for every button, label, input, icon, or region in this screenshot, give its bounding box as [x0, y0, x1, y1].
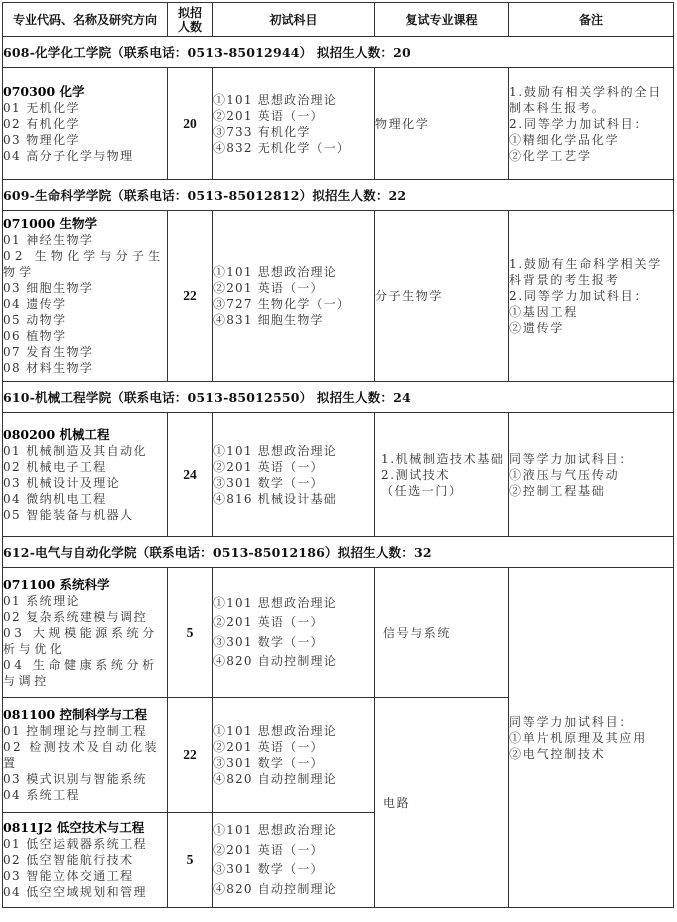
direction: 02 生物化学与分子生物学 [3, 249, 165, 279]
direction: 02 低空智能航行技术 [3, 853, 134, 867]
direction: 01 无机化学 [3, 100, 80, 115]
direction: 03 细胞生物学 [3, 281, 94, 295]
section-title: 609-生命科学学院（联系电话：0513-85012812）拟招生人数：22 [3, 180, 674, 211]
direction: 04 系统工程 [3, 788, 80, 802]
major-code-name: 081100 控制科学与工程 [3, 707, 148, 722]
direction: 01 机械制造及其自动化 [3, 443, 147, 458]
direction: 04 微纳机电工程 [3, 491, 107, 506]
enrollment-count: 20 [168, 68, 213, 180]
notes-shared: 同等学力加试科目： ①单片机原理及其应用 ②电气控制技术 [509, 568, 674, 908]
retest-courses: 1.机械制造技术基础 2.测试技术 （任选一门） [375, 413, 509, 537]
major-row-080200 [3, 413, 674, 537]
major-cell [3, 568, 168, 698]
exam-subjects: ①101 思想政治理论 ②201 英语（一） ③301 数学（一） ④820 自动控制理论 [213, 568, 375, 698]
retest-courses: 电路 [375, 698, 509, 908]
major-cell [3, 813, 168, 908]
header-retest: 复试专业课程 [375, 3, 509, 37]
section-title: 608-化学化工学院（联系电话：0513-85012944） 拟招生人数：20 [3, 37, 674, 68]
enrollment-count: 5 [168, 813, 213, 908]
section-row-608 [3, 37, 674, 68]
direction: 03 机械设计及理论 [3, 475, 121, 490]
direction: 01 系统理论 [3, 593, 80, 608]
retest-courses: 物理化学 [375, 68, 509, 180]
major-code-name: 070300 化学 [3, 83, 85, 99]
header-major: 专业代码、名称及研究方向 [3, 3, 168, 37]
direction: 03 物理化学 [3, 132, 80, 147]
direction: 03 模式识别与智能系统 [3, 772, 147, 786]
direction: 05 智能装备与机器人 [3, 507, 134, 522]
major-cell [3, 698, 168, 813]
notes: 1.鼓励有生命科学相关学 科背景的考生报考 2.同等学力加试科目： ①基因工程 ②遗传学 [509, 211, 674, 382]
header-row [3, 3, 674, 37]
direction: 02 机械电子工程 [3, 459, 107, 474]
direction: 01 神经生物学 [3, 233, 94, 247]
header-count: 拟招 人数 [168, 3, 213, 37]
direction: 04 生命健康系统分析与调控 [3, 657, 158, 688]
exam-subjects: ①101 思想政治理论 ②201 英语（一） ③301 数学（一） ④816 机械设计基础 [213, 413, 375, 537]
notes: 1.鼓励有相关学科的全日 制本科生报考。 2.同等学力加试科目： ①精细化学品化学 ②化学工艺学 [509, 68, 674, 180]
major-cell [3, 211, 168, 382]
major-code-name: 071000 生物学 [3, 216, 98, 231]
enrollment-count: 22 [168, 211, 213, 382]
exam-subjects: ①101 思想政治理论 ②201 英语（一） ③733 有机化学 ④832 无机化学（一） [213, 68, 375, 180]
header-exam: 初试科目 [213, 3, 375, 37]
direction: 01 控制理论与控制工程 [3, 724, 147, 738]
direction: 02 有机化学 [3, 116, 80, 131]
direction: 06 植物学 [3, 329, 67, 343]
exam-subjects: ①101 思想政治理论 ②201 英语（一） ③301 数学（一） ④820 自动控制理论 [213, 698, 375, 813]
section-title: 612-电气与自动化学院（联系电话：0513-85012186）拟招生人数：32 [3, 537, 674, 568]
section-row-612 [3, 537, 674, 568]
section-row-609 [3, 180, 674, 211]
enrollment-count: 22 [168, 698, 213, 813]
enrollment-count: 24 [168, 413, 213, 537]
direction: 04 遗传学 [3, 297, 67, 311]
direction: 03 大规模能源系统分析与优化 [3, 625, 158, 656]
direction: 01 低空运载器系统工程 [3, 837, 147, 851]
major-cell [3, 413, 168, 537]
direction: 04 高分子化学与物理 [3, 148, 134, 163]
major-row-071000 [3, 211, 674, 382]
exam-subjects: ①101 思想政治理论 ②201 英语（一） ③727 生物化学（一） ④831 细胞生物学 [213, 211, 375, 382]
notes: 同等学力加试科目： ①液压与气压传动 ②控制工程基础 [509, 413, 674, 537]
direction: 04 低空空域规划和管理 [3, 885, 147, 899]
direction: 07 发育生物学 [3, 345, 94, 359]
direction: 03 智能立体交通工程 [3, 869, 134, 883]
direction: 02 复杂系统建模与调控 [3, 609, 147, 624]
direction: 05 动物学 [3, 313, 67, 327]
major-row-071100 [3, 568, 674, 698]
major-row-070300 [3, 68, 674, 180]
direction: 08 材料生物学 [3, 361, 94, 375]
admissions-table [2, 2, 674, 908]
major-code-name: 0811J2 低空技术与工程 [3, 820, 145, 835]
major-code-name: 071100 系统科学 [3, 576, 110, 592]
major-code-name: 080200 机械工程 [3, 426, 110, 442]
enrollment-count: 5 [168, 568, 213, 698]
exam-subjects: ①101 思想政治理论 ②201 英语（一） ③301 数学（一） ④820 自动控制理论 [213, 813, 375, 908]
major-cell [3, 68, 168, 180]
direction: 02 检测技术及自动化装置 [3, 740, 159, 770]
retest-courses: 分子生物学 [375, 211, 509, 382]
header-notes: 备注 [509, 3, 674, 37]
section-row-610 [3, 382, 674, 413]
retest-courses: 信号与系统 [375, 568, 509, 698]
section-title: 610-机械工程学院（联系电话：0513-85012550） 拟招生人数：24 [3, 382, 674, 413]
